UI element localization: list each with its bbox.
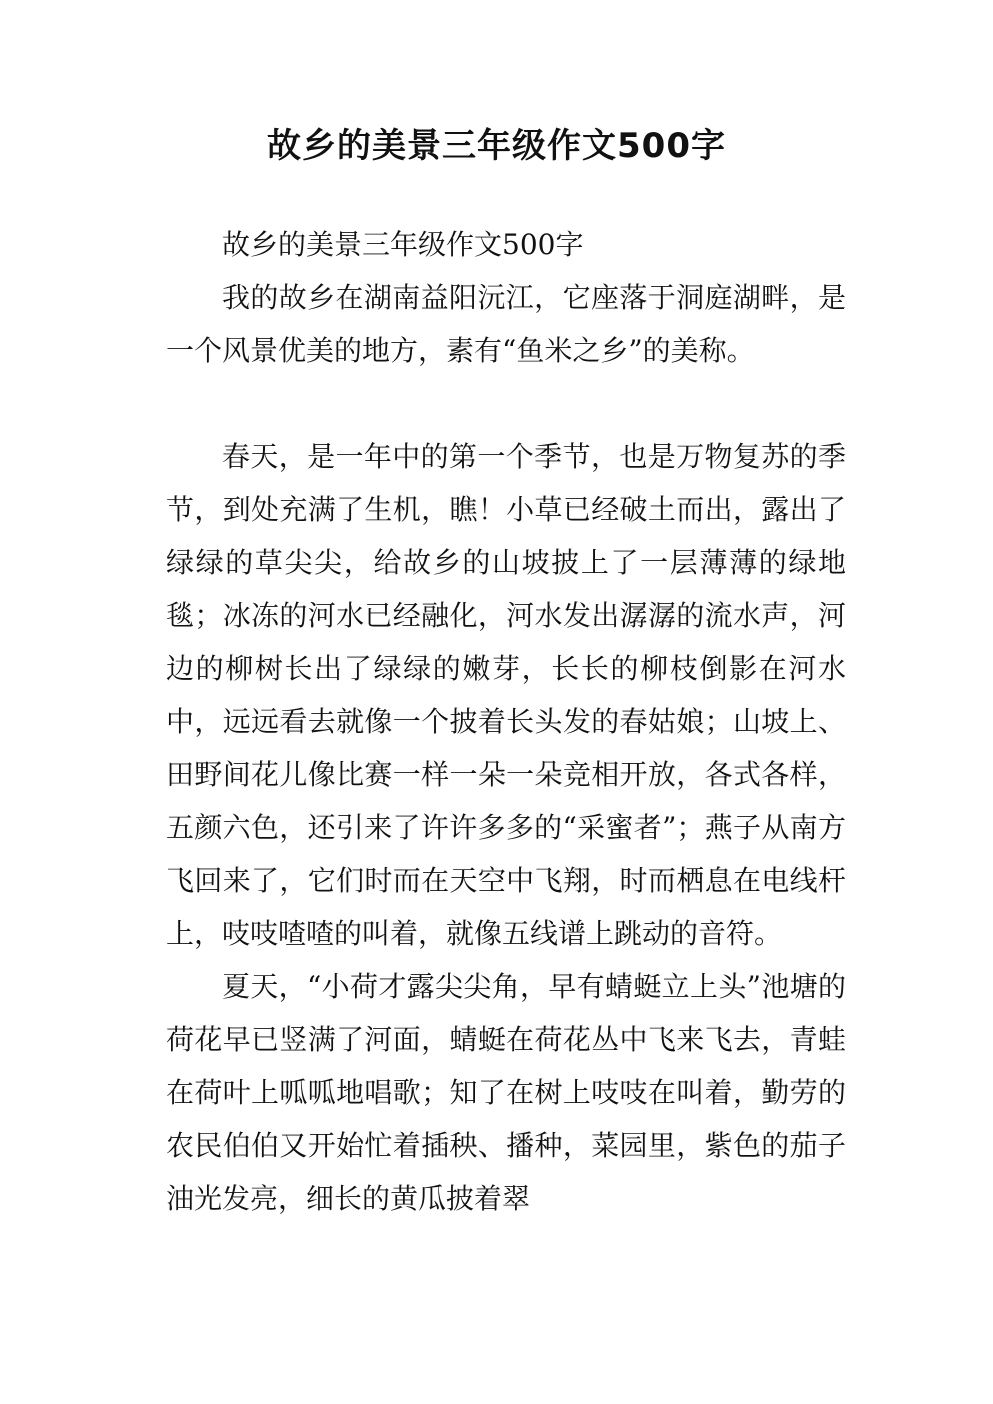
paragraph-intro: 我的故乡在湖南益阳沅江，它座落于洞庭湖畔，是一个风景优美的地方，素有“鱼米之乡”的美称。 bbox=[166, 281, 846, 367]
document-body bbox=[166, 218, 846, 1225]
paragraph-summer: 夏天，“小荷才露尖尖角，早有蜻蜓立上头”池塘的荷花早已竖满了河面，蜻蜓在荷花丛中飞来飞去，青蛙在荷叶上呱呱地唱歌；知了在树上吱吱在叫着，勤劳的农民伯伯又开始忙着插秧、播种，菜园里，紫色的茄子油光发亮，细长的黄瓜披着翠 bbox=[166, 970, 846, 1215]
document-title: 故乡的美景三年级作文500字 bbox=[267, 126, 726, 166]
paragraph-spring: 春天，是一年中的第一个季节，也是万物复苏的季节，到处充满了生机，瞧！小草已经破土而出，露出了绿绿的草尖尖，给故乡的山坡披上了一层薄薄的绿地毯；冰冻的河水已经融化，河水发出潺潺的流水声，河边的柳树长出了绿绿的嫩芽，长长的柳枝倒影在河水中，远远看去就像一个披着长头发的春姑娘；山坡上、田野间花儿像比赛一样一朵一朵竞相开放，各式各样，五颜六色，还引来了许许多多的“采蜜者”；燕子从南方飞回来了，它们时而在天空中飞翔，时而栖息在电线杆上，吱吱喳喳的叫着，就像五线谱上跳动的音符。 bbox=[166, 440, 846, 950]
paragraph-subtitle: 故乡的美景三年级作文500字 bbox=[222, 228, 584, 261]
